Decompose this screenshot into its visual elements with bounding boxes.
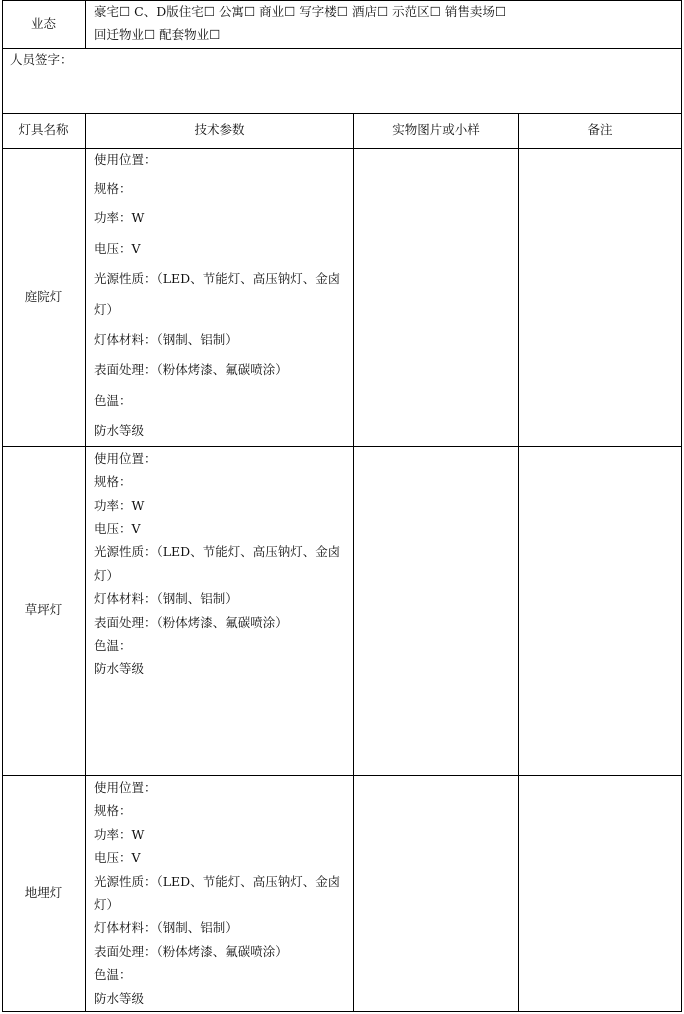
rule-after-signature	[2, 113, 682, 114]
rule-col-1	[85, 113, 86, 1012]
col-header-photo: 实物图片或小样	[392, 122, 480, 137]
row-3-param-light-source: 光源性质：（LED、节能灯、高压钠灯、金卤	[94, 874, 341, 889]
row-3-param-location: 使用位置：	[94, 780, 157, 795]
type-label: 业态	[30, 16, 56, 31]
rule-after-row-1	[2, 446, 682, 447]
row-2-param-light-source-cont: 灯）	[94, 568, 120, 583]
type-options-line-2: 回迁物业☐ 配套物业☐	[94, 27, 221, 42]
col-header-params: 技术参数	[194, 122, 245, 137]
row-3-param-waterproof: 防水等级	[94, 991, 145, 1006]
row-2-param-body-material: 灯体材料：（钢制、铝制）	[94, 591, 238, 606]
col-header-name: 灯具名称	[18, 122, 69, 137]
rule-after-row-2	[2, 775, 682, 776]
row-1-param-voltage: 电压：V	[94, 241, 141, 256]
rule-after-columns	[2, 148, 682, 149]
row-1-param-color-temp: 色温：	[94, 393, 132, 408]
row-3-param-body-material: 灯体材料：（钢制、铝制）	[94, 920, 238, 935]
row-2-params	[94, 451, 352, 681]
row-1-param-surface: 表面处理：（粉体烤漆、氟碳喷涂）	[94, 362, 288, 377]
rule-top	[2, 0, 682, 1]
row-3-param-spec: 规格：	[94, 803, 132, 818]
rule-after-type	[2, 48, 682, 49]
row-2-param-color-temp: 色温：	[94, 638, 132, 653]
row-1-param-location: 使用位置：	[94, 152, 157, 167]
row-1-param-power: 功率：W	[94, 210, 145, 225]
signature-label: 人员签字：	[10, 52, 73, 67]
row-1-param-waterproof: 防水等级	[94, 423, 145, 438]
row-3-params	[94, 780, 352, 1010]
row-1-param-light-source-cont: 灯）	[94, 302, 120, 317]
rule-col-3	[518, 113, 519, 1012]
row-1-param-body-material: 灯体材料：（钢制、铝制）	[94, 332, 238, 347]
rule-type-divider	[85, 0, 86, 49]
type-options-line-1: 豪宅☐ C、D版住宅☐ 公寓☐ 商业☐ 写字楼☐ 酒店☐ 示范区☐ 销售卖场☐	[94, 4, 507, 19]
row-1-params	[94, 152, 352, 442]
row-2-param-waterproof: 防水等级	[94, 661, 145, 676]
row-2-param-location: 使用位置：	[94, 451, 157, 466]
rule-col-2	[353, 113, 354, 1012]
rule-right	[681, 0, 682, 1012]
row-1-param-spec: 规格：	[94, 181, 132, 196]
lamp-spec-form	[2, 0, 682, 1012]
row-2-param-light-source: 光源性质：（LED、节能灯、高压钠灯、金卤	[94, 544, 341, 559]
row-1-param-light-source: 光源性质：（LED、节能灯、高压钠灯、金卤	[94, 271, 341, 286]
row-3-param-color-temp: 色温：	[94, 967, 132, 982]
col-header-remark: 备注	[587, 122, 613, 137]
rule-left	[2, 0, 3, 1012]
row-3-lamp-name: 地埋灯	[24, 885, 63, 900]
row-2-param-power: 功率：W	[94, 498, 145, 513]
row-3-param-surface: 表面处理：（粉体烤漆、氟碳喷涂）	[94, 944, 288, 959]
row-3-param-voltage: 电压：V	[94, 850, 141, 865]
row-3-param-power: 功率：W	[94, 827, 145, 842]
row-2-param-surface: 表面处理：（粉体烤漆、氟碳喷涂）	[94, 615, 288, 630]
row-2-lamp-name: 草坪灯	[24, 602, 63, 617]
row-2-param-spec: 规格：	[94, 474, 132, 489]
row-3-param-light-source-cont: 灯）	[94, 897, 120, 912]
row-2-param-voltage: 电压：V	[94, 521, 141, 536]
row-1-lamp-name: 庭院灯	[24, 289, 63, 304]
rule-bottom	[2, 1011, 682, 1012]
